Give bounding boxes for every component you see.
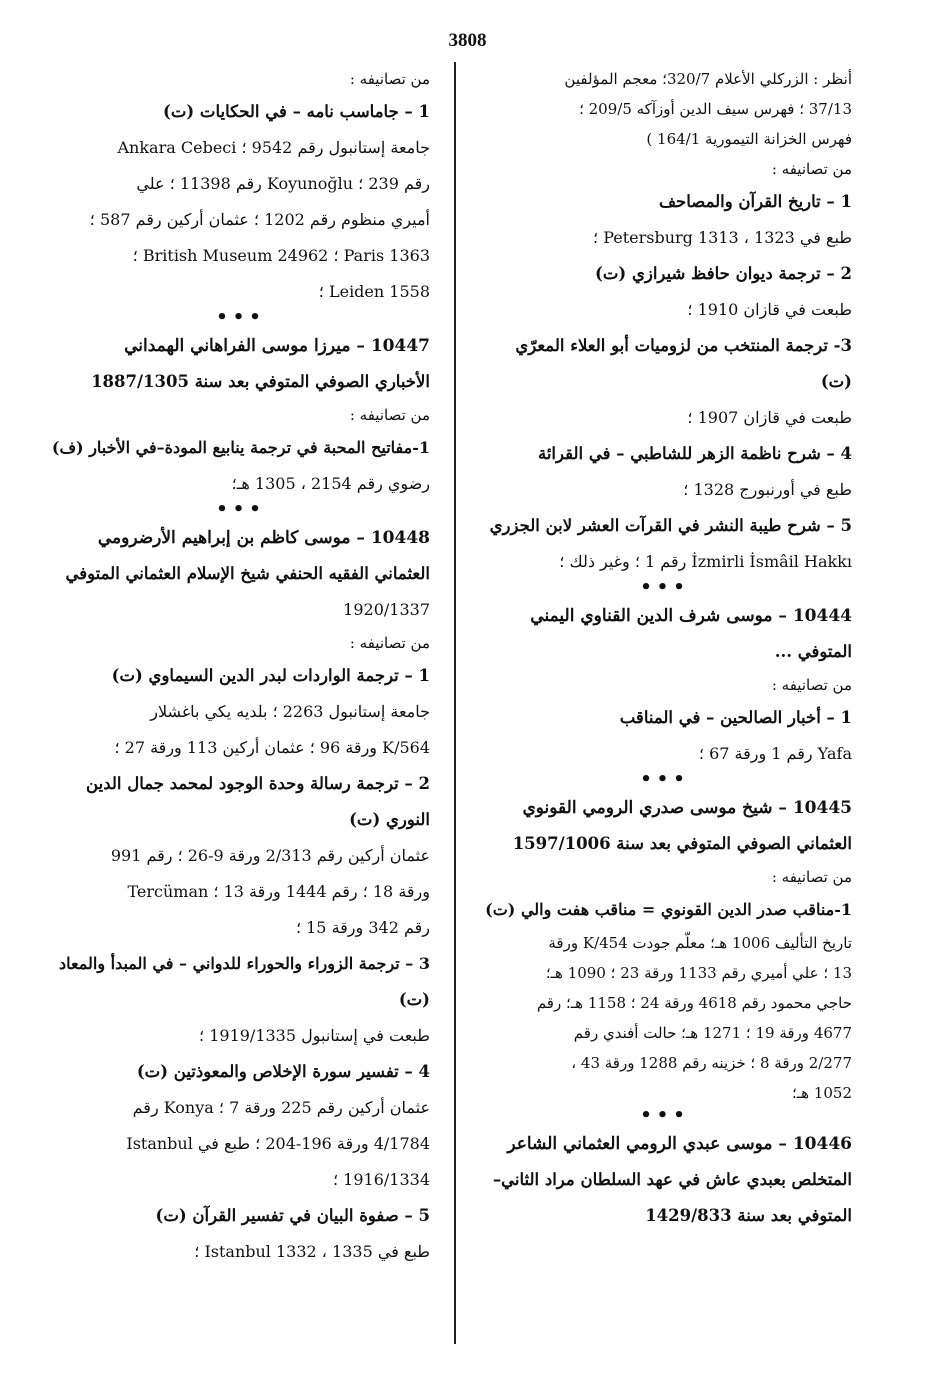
text-line: 1916/1334 ؛ — [333, 1170, 430, 1189]
note-line: 1052 هـ؛ — [791, 1084, 852, 1102]
work-title: المتوفي ... — [774, 642, 852, 661]
text-line: عثمان أركين رقم 2/313 ورقة 9-26 ؛ رقم 991 — [110, 846, 430, 865]
entry-separator-dots: ••• — [640, 1105, 690, 1126]
work-title: 2 – ترجمة رسالة وحدة الوجود لمحمد جمال الدين — [86, 774, 430, 793]
work-title: المتخلص بعبدي عاش في عهد السلطان مراد الثاني– — [492, 1170, 852, 1189]
text-line: طبعت في إستانبول 1919/1335 ؛ — [199, 1026, 430, 1045]
entry-heading: 10446 – موسى عبدي الرومي العثماني الشاعر — [507, 1134, 852, 1154]
text-line: طبع في أورنبورج 1328 ؛ — [683, 480, 852, 499]
work-title: 1 – أخبار الصالحين – في المناقب — [619, 708, 852, 727]
text-line: عثمان أركين رقم 225 ورقة 7 ؛ Konya رقم — [132, 1098, 430, 1117]
work-title: 3- ترجمة المنتخب من لزوميات أبو العلاء المعرّي — [515, 336, 852, 355]
text-line: Paris 1363 ؛ British Museum 24962 ؛ — [132, 246, 430, 265]
text-line: طبعت في قازان 1910 ؛ — [687, 300, 852, 319]
text-line: Yafa رقم 1 ورقة 67 ؛ — [698, 744, 852, 763]
work-title: 1 – جاماسب نامه – في الحكايات (ت) — [163, 102, 430, 121]
page-number: 3808 — [448, 30, 487, 51]
work-title: (ت) — [820, 372, 852, 391]
work-title: 1 – ترجمة الواردات لبدر الدين السيماوي (ت) — [111, 666, 430, 685]
text-line: 564/K ورقة 96 ؛ عثمان أركين 113 ورقة 27 ؛ — [114, 738, 430, 757]
entry-heading: 10444 – موسى شرف الدين القناوي اليمني — [530, 606, 852, 626]
note-line: من تصانيفه : — [771, 868, 852, 886]
text-line: ورقة 18 ؛ رقم 1444 ورقة 13 ؛ Tercüman — [127, 882, 430, 901]
entry-heading: 10448 – موسى كاظم بن إبراهيم الأرضرومي — [97, 528, 430, 548]
note-line: أنظر : الزركلي الأعلام 320/7؛ معجم المؤلفين — [564, 70, 852, 88]
text-line: جامعة إستانبول 2263 ؛ بلديه يكي باغشلار — [150, 702, 430, 721]
note-line: تاريخ التأليف 1006 هـ؛ معلّم جودت 454/K ورقة — [548, 934, 852, 952]
text-line: 4/1784 ورقة 196-204 ؛ طبع في Istanbul — [126, 1134, 430, 1153]
note-line: فهرس الخزانة التيمورية 164/1 ) — [646, 130, 852, 148]
work-title: 2 – ترجمة ديوان حافظ شيرازي (ت) — [595, 264, 852, 283]
text-line: أميري منظوم رقم 1202 ؛ عثمان أركين رقم 587 ؛ — [89, 210, 430, 229]
work-title: 1-مناقب صدر الدين القونوي = مناقب هفت والي (ت) — [485, 900, 852, 919]
note-line: حاجي محمود رقم 4618 ورقة 24 ؛ 1158 هـ؛ رقم — [536, 994, 852, 1012]
text-line: طبع في Istanbul 1332 ، 1335 ؛ — [194, 1242, 430, 1261]
work-title: الأخباري الصوفي المتوفي بعد سنة 1887/1305 — [91, 372, 430, 391]
work-title: العثماني الفقيه الحنفي شيخ الإسلام العثماني المتوفي — [65, 564, 430, 583]
work-title: 5 – شرح طيبة النشر في القرآت العشر لابن الجزري — [489, 516, 852, 535]
note-line: 37/13 ؛ فهرس سيف الدين أوزآكه 209/5 ؛ — [579, 100, 852, 118]
work-title: 1 – تاريخ القرآن والمصاحف — [658, 192, 852, 211]
text-line: İzmirli İsmâil Hakkı رقم 1 ؛ وغير ذلك ؛ — [559, 552, 852, 571]
note-line: من تصانيفه : — [771, 160, 852, 178]
note-line: من تصانيفه : — [349, 634, 430, 652]
entry-heading: 10445 – شيخ موسى صدري الرومي القونوي — [522, 798, 852, 818]
text-line: جامعة إستانبول رقم 9542 ؛ Ankara Cebeci — [117, 138, 430, 157]
work-title: (ت) — [398, 990, 430, 1009]
text-line: 1920/1337 — [343, 600, 430, 619]
text-line: رقم 342 ورقة 15 ؛ — [295, 918, 430, 937]
work-title: 5 – صفوة البيان في تفسير القرآن (ت) — [155, 1206, 430, 1225]
text-line: طبع في Petersburg 1313 ، 1323 ؛ — [593, 228, 852, 247]
work-title: المتوفي بعد سنة 1429/833 — [645, 1206, 852, 1225]
work-title: 1-مفاتيح المحبة في ترجمة ينابيع المودة–في الأخبار (ف) — [52, 438, 430, 457]
note-line: 2/277 ورقة 8 ؛ خزينه رقم 1288 ورقة 43 ، — [571, 1054, 852, 1072]
note-line: 13 ؛ علي أميري رقم 1133 ورقة 23 ؛ 1090 هـ؛ — [545, 964, 852, 982]
work-title: 3 – ترجمة الزوراء والحوراء للدواني – في المبدأ والمعاد — [59, 954, 430, 973]
column-divider — [454, 62, 456, 1344]
text-line: رضوي رقم 2154 ، 1305 هـ؛ — [231, 474, 430, 493]
entry-separator-dots: ••• — [216, 499, 266, 520]
note-line: من تصانيفه : — [349, 406, 430, 424]
work-title: 4 – تفسير سورة الإخلاص والمعوذتين (ت) — [136, 1062, 430, 1081]
entry-separator-dots: ••• — [216, 307, 266, 328]
entry-separator-dots: ••• — [640, 769, 690, 790]
entry-heading: 10447 – ميرزا موسى الفراهاني الهمداني — [124, 336, 430, 356]
work-title: النوري (ت) — [349, 810, 430, 829]
work-title: العثماني الصوفي المتوفي بعد سنة 1597/1006 — [512, 834, 852, 853]
note-line: 4677 ورقة 19 ؛ 1271 هـ؛ حالت أفندي رقم — [573, 1024, 852, 1042]
text-line: رقم 239 ؛ Koyunoğlu رقم 11398 ؛ علي — [136, 174, 430, 193]
note-line: من تصانيفه : — [349, 70, 430, 88]
note-line: من تصانيفه : — [771, 676, 852, 694]
text-line: طبعت في قازان 1907 ؛ — [687, 408, 852, 427]
work-title: 4 – شرح ناظمة الزهر للشاطبي – في القرائة — [537, 444, 852, 463]
entry-separator-dots: ••• — [640, 577, 690, 598]
left-column — [52, 64, 430, 1270]
right-column — [478, 64, 852, 1234]
text-line: Leiden 1558 ؛ — [318, 282, 430, 301]
